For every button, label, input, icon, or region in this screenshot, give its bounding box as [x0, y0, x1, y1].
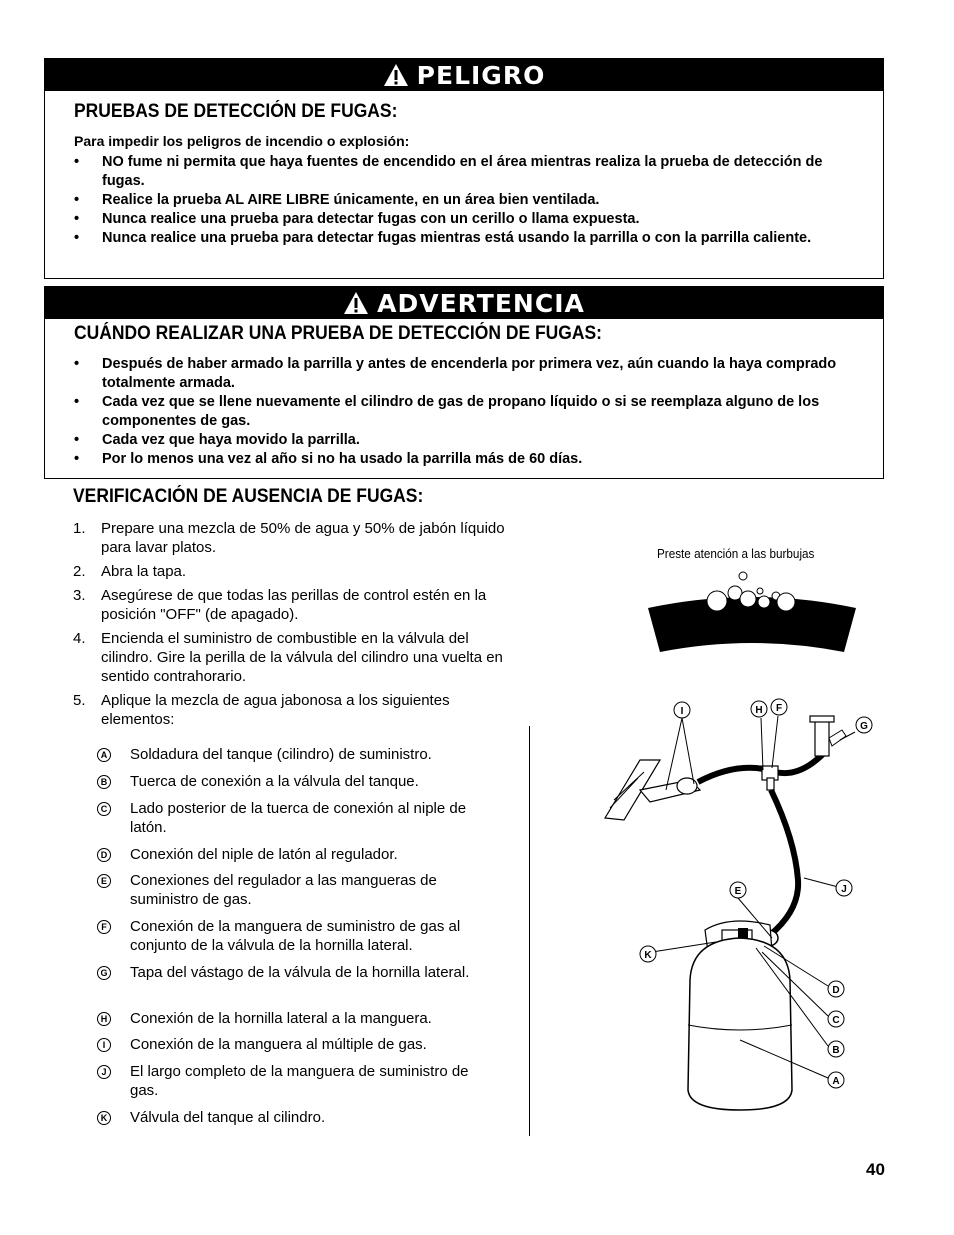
step-number: 4. — [73, 630, 86, 647]
list-item: • Realice la prueba AL AIRE LIBRE únicamente, en un área bien ventilada. — [74, 191, 869, 210]
component-letter-badge: H — [97, 1012, 111, 1026]
warning-banner — [45, 287, 883, 319]
bubble-caption: Preste atención a las burbujas — [657, 546, 815, 561]
step-number: 5. — [73, 692, 86, 709]
callout-g — [856, 717, 872, 733]
step-number: 3. — [73, 587, 86, 604]
column-divider — [529, 726, 530, 1136]
component-text: Tapa del vástago de la válvula de la hornilla lateral. — [130, 964, 470, 981]
page-number: 40 — [866, 1160, 885, 1179]
list-item: • Por lo menos una vez al año si no ha usado la parrilla más de 60 días. — [74, 450, 869, 469]
component-letter-badge: J — [97, 1065, 111, 1079]
list-item: • Después de haber armado la parrilla y antes de encenderla por primera vez, aún cuando la haya comprado totalmente armada. — [74, 355, 869, 393]
component-item — [97, 963, 497, 982]
component-text: Conexión de la manguera al múltiple de gas. — [130, 1036, 427, 1053]
danger-title: PELIGRO — [416, 60, 546, 90]
svg-text:F: F — [775, 703, 783, 714]
component-letter-badge: F — [97, 920, 111, 934]
warning-bullet-list — [74, 355, 869, 469]
callout-i — [674, 702, 690, 718]
svg-text:C: C — [832, 1015, 840, 1026]
danger-banner — [45, 59, 883, 91]
component-text: Conexión del niple de latón al regulador. — [130, 846, 398, 863]
component-item — [97, 1009, 497, 1028]
list-item: • Cada vez que se llene nuevamente el cilindro de gas de propano líquido o si se reemplaza alguno de los componentes de gas. — [74, 393, 869, 431]
callout-c — [828, 1011, 844, 1027]
component-item — [97, 1062, 497, 1100]
bubbles-illustration — [640, 566, 865, 658]
callout-j — [836, 880, 852, 896]
list-item: • Nunca realice una prueba para detectar fugas mientras está usando la parrilla o con la parrilla caliente. — [74, 229, 869, 248]
callout-d — [828, 981, 844, 997]
danger-box — [44, 58, 884, 279]
component-item — [97, 845, 497, 864]
component-item — [97, 1035, 497, 1054]
danger-intro: Para impedir los peligros de incendio o explosión: — [74, 133, 410, 149]
component-letter-badge: I — [97, 1038, 111, 1052]
warning-title: ADVERTENCIA — [377, 288, 585, 318]
component-item — [97, 745, 497, 764]
callout-a — [828, 1072, 844, 1088]
callout-h — [751, 701, 767, 717]
component-item — [97, 917, 497, 955]
warning-triangle-icon — [343, 291, 369, 315]
component-item — [97, 1108, 497, 1127]
warning-heading: CUÁNDO REALIZAR UNA PRUEBA DE DETECCIÓN DE FUGAS: — [74, 323, 602, 344]
step-item — [73, 586, 513, 624]
danger-bullet-list — [74, 153, 869, 248]
component-text: Lado posterior de la tuerca de conexión al niple de latón. — [130, 800, 467, 836]
verification-heading: VERIFICACIÓN DE AUSENCIA DE FUGAS: — [73, 486, 424, 507]
component-text: Conexión de la hornilla lateral a la manguera. — [130, 1010, 432, 1027]
svg-text:G: G — [860, 721, 868, 732]
component-item — [97, 871, 497, 909]
callout-k — [640, 946, 656, 962]
component-letter-badge: G — [97, 966, 111, 980]
step-number: 1. — [73, 520, 86, 537]
component-text: Válvula del tanque al cilindro. — [130, 1109, 326, 1126]
callout-b — [828, 1041, 844, 1057]
warning-box — [44, 286, 884, 479]
callout-e — [730, 882, 746, 898]
step-text: Prepare una mezcla de 50% de agua y 50% de jabón líquido para lavar platos. — [101, 520, 505, 556]
component-letter-badge: K — [97, 1111, 111, 1125]
component-text: Conexión de la manguera de suministro de gas al conjunto de la válvula de la hornilla lateral. — [130, 918, 461, 954]
component-text: Conexiones del regulador a las mangueras de suministro de gas. — [130, 872, 437, 908]
svg-text:D: D — [832, 985, 840, 996]
danger-heading: PRUEBAS DE DETECCIÓN DE FUGAS: — [74, 101, 398, 122]
svg-text:A: A — [832, 1076, 840, 1087]
component-letter-badge: A — [97, 748, 111, 762]
component-letter-badge: D — [97, 848, 111, 862]
list-item: • NO fume ni permita que haya fuentes de encendido en el área mientras realiza la prueba de detección de fugas. — [74, 153, 869, 191]
step-text: Encienda el suministro de combustible en la válvula del cilindro. Gire la perilla de la válvula del cilindro una vuelta en sentido contrahorario. — [101, 630, 503, 685]
svg-text:H: H — [755, 705, 763, 716]
step-item — [73, 562, 513, 581]
component-text: Soldadura del tanque (cilindro) de suministro. — [130, 746, 432, 763]
component-item — [97, 772, 497, 791]
step-text: Aplique la mezcla de agua jabonosa a los siguientes elementos: — [101, 692, 450, 728]
step-item — [73, 519, 513, 557]
component-text: El largo completo de la manguera de suministro de gas. — [130, 1063, 469, 1099]
warning-triangle-icon — [383, 63, 409, 87]
svg-text:J: J — [841, 884, 847, 895]
component-letter-badge: E — [97, 874, 111, 888]
step-item — [73, 629, 578, 686]
svg-text:I: I — [680, 706, 684, 717]
gas-connection-diagram — [600, 690, 890, 1120]
component-letter-badge: B — [97, 775, 111, 789]
svg-text:K: K — [644, 950, 652, 961]
svg-text:B: B — [832, 1045, 840, 1056]
component-letter-badge: C — [97, 802, 111, 816]
step-text: Abra la tapa. — [101, 563, 187, 580]
step-number: 2. — [73, 563, 86, 580]
callout-f — [771, 699, 787, 715]
list-item: • Cada vez que haya movido la parrilla. — [74, 431, 869, 450]
component-item — [97, 799, 497, 837]
component-text: Tuerca de conexión a la válvula del tanque. — [130, 773, 419, 790]
svg-text:E: E — [734, 886, 742, 897]
list-item: • Nunca realice una prueba para detectar fugas con un cerillo o llama expuesta. — [74, 210, 869, 229]
step-text: Asegúrese de que todas las perillas de control estén en la posición "OFF" (de apagado). — [101, 587, 487, 623]
step-item — [73, 691, 518, 729]
